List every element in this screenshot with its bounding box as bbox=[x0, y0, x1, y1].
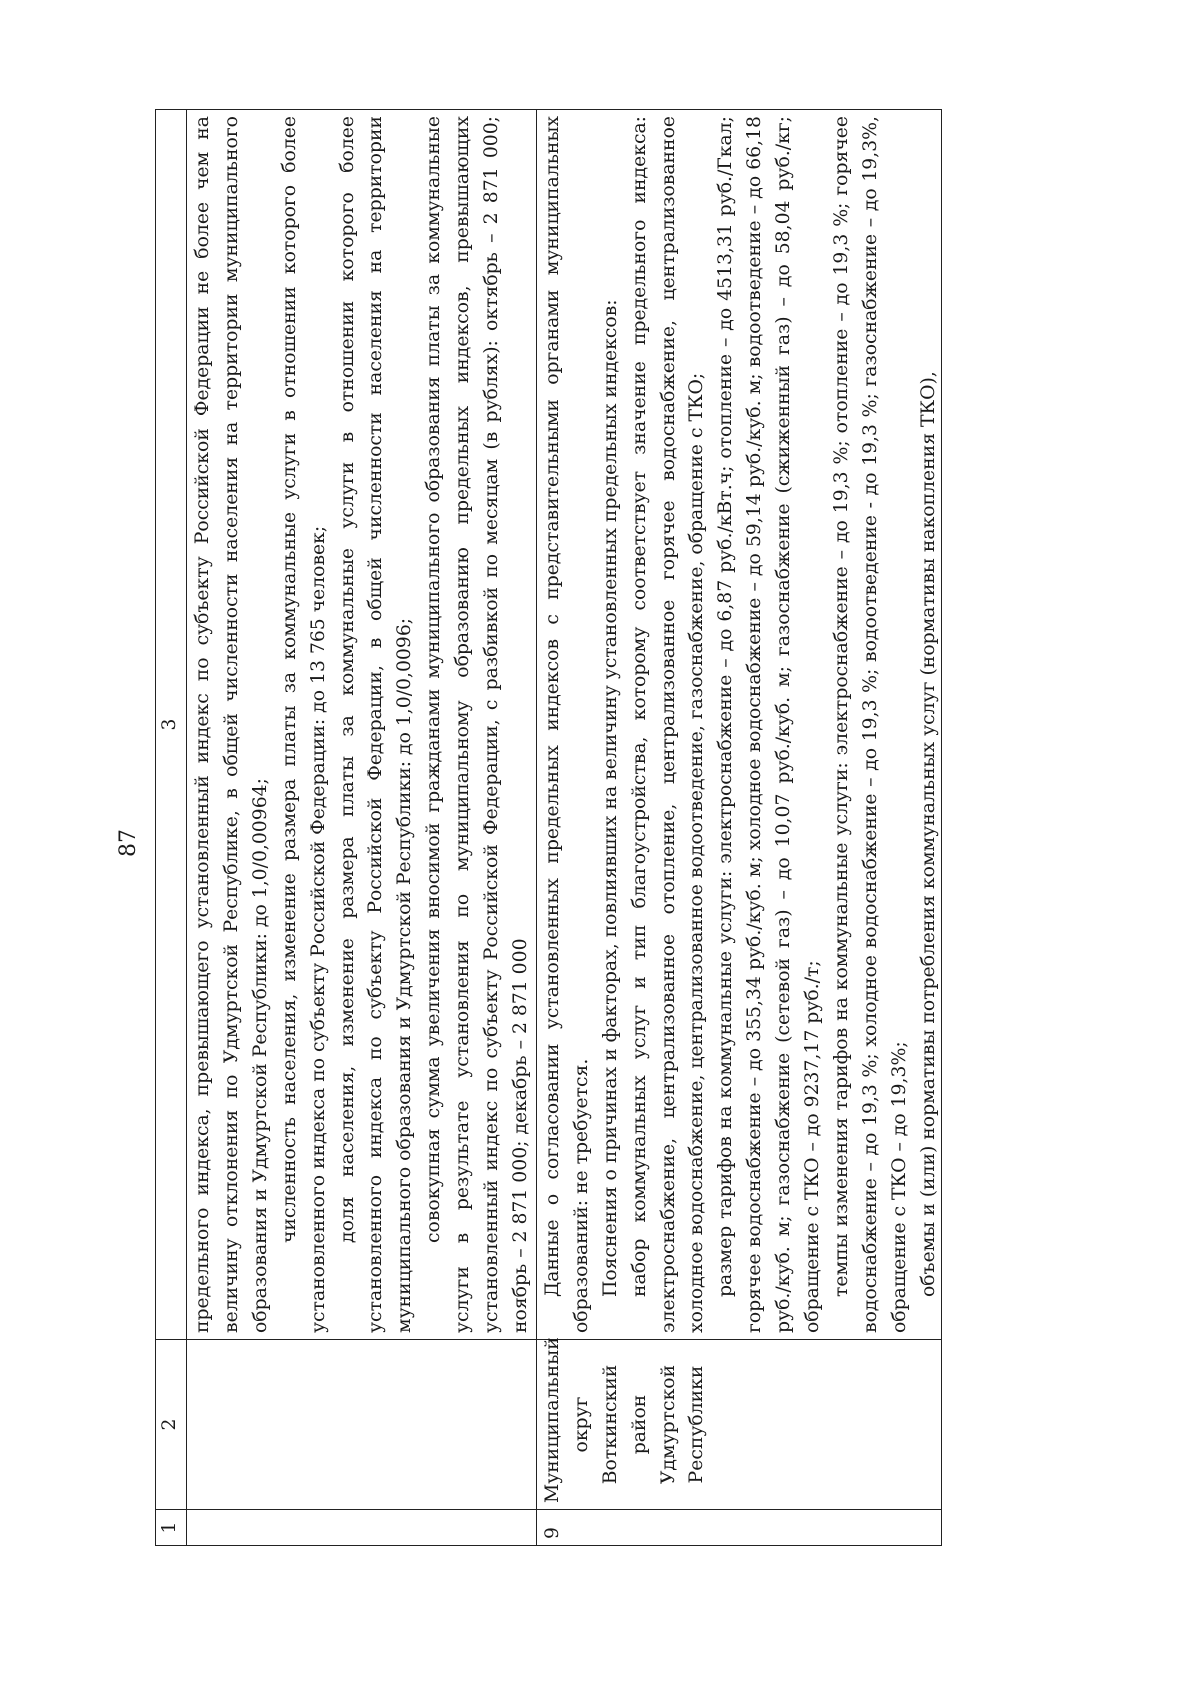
paragraph: численность населения, изменение размера платы за коммунальные услуги в отношении которого более установленного индекса по субъекту Российской Федерации: до 13 765 человек; bbox=[278, 116, 329, 1333]
content-cell bbox=[536, 110, 941, 1340]
paragraph: темпы изменения тарифов на коммунальные услуги: электроснабжение – до 19,3 %; отопление – до 19,3 %; горячее водоснабжение – до 19,3 %; холодное водоснабжение – до 19,3 %; водоотведение - до 19,3 %; газоснабжение – до 19,3%, обращение с ТКО – до 19,3%; bbox=[830, 116, 910, 1333]
paragraph: предельного индекса, превышающего установленный индекс по субъекту Российской Федерации не более чем на величину отклонения по Удмуртской Республике, в общей численности населения на территории муниципального образования и Удмуртской Республики: до 1,0/0,00964; bbox=[192, 116, 271, 1333]
region-cell bbox=[187, 1340, 537, 1510]
paragraph: совокупная сумма увеличения вносимой гражданами муниципального образования платы за коммунальные услуги в результате установления по муниципальному образованию предельных индексов, превышающих установленный индекс по субъекту Российской Федерации, с разбивкой по месяцам (в рублях): октябрь – 2 871 000; ноябрь – 2 871 000; декабрь – 2 871 000 bbox=[423, 116, 531, 1333]
paragraph: объемы и (или) нормативы потребления коммунальных услуг (нормативы накопления ТКО), bbox=[917, 371, 939, 1297]
row-number-cell: 9 bbox=[536, 1510, 941, 1546]
header-col-2: 2 bbox=[156, 1340, 187, 1510]
content-cell bbox=[187, 110, 537, 1340]
page-number: 87 bbox=[116, 829, 141, 857]
paragraph: Данные о согласовании установленных предельных индексов с представительными органами муниципальных образований: не требуется. bbox=[541, 116, 592, 1333]
row-number-cell bbox=[187, 1510, 537, 1546]
region-cell: Муниципальный округ Воткинский район Удмуртской Республики bbox=[536, 1340, 941, 1510]
table-row-continued bbox=[187, 110, 537, 1546]
paragraph: доля населения, изменение размера платы за коммунальные услуги в отношении которого более установленного индекса по субъекту Российской Федерации, в общей численности населения на территории муниципального образования и Удмуртской Республики: до 1,0/0,0096; bbox=[336, 116, 416, 1333]
paragraph: набор коммунальных услуг и тип благоустройства, которому соответствует значение предельного индекса: электроснабжение, централизованное отопление, централизованное горячее водоснабжение, централизованное холодное водоснабжение, централизованное водоотведение, газоснабжение, обращение с ТКО; bbox=[628, 116, 708, 1333]
indices-table bbox=[155, 109, 942, 1546]
paragraph: Пояснения о причинах и факторах, повлиявших на величину установленных предельных индексов: bbox=[599, 299, 621, 1297]
paragraph: размер тарифов на коммунальные услуги: электроснабжение – до 6,87 руб./кВт.ч; отопление – до 4513,31 руб./Гкал; горячее водоснабжение – до 355,34 руб./куб. м; холодное водоснабжение – до 59,14 руб./куб. м; водоотведение – до 66,18 руб./куб. м; газоснабжение (сетевой газ) – до 10,07 руб./куб. м; газоснабжение (сжиженный газ) – до 58,04 руб./кг; обращение с ТКО – до 9237,17 руб./т; bbox=[715, 116, 824, 1333]
table-header-row bbox=[156, 110, 187, 1546]
header-col-1: 1 bbox=[156, 1510, 187, 1546]
table-row-9 bbox=[536, 110, 941, 1546]
header-col-3: 3 bbox=[156, 110, 187, 1340]
